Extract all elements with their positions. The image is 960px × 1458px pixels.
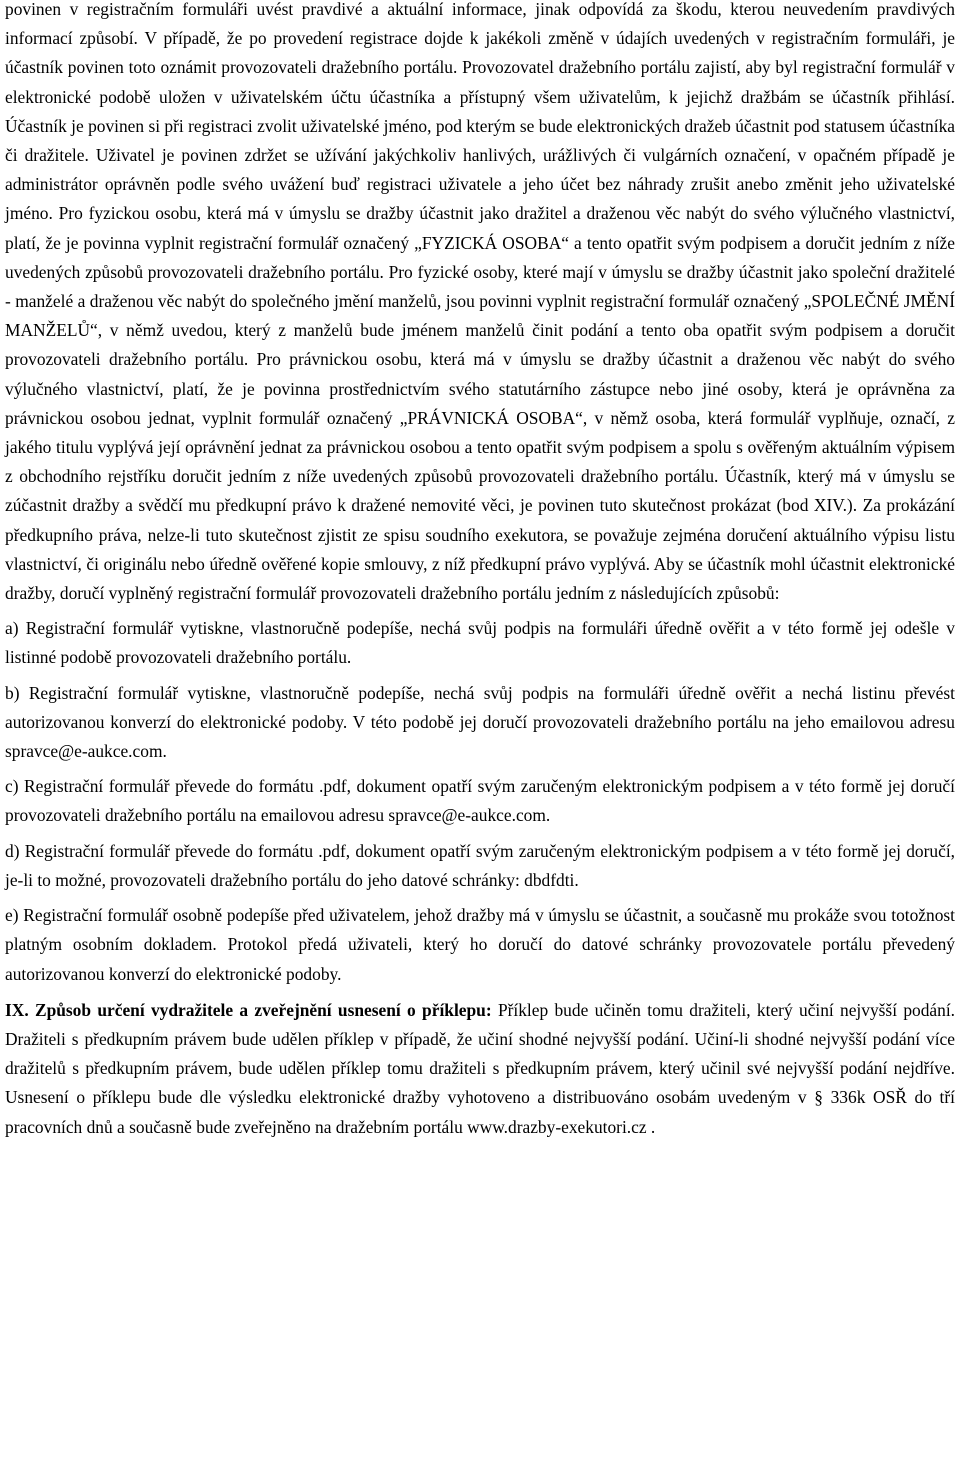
- section-ix-paragraph: [5, 996, 955, 1142]
- option-b: b) Registrační formulář vytiskne, vlastnoručně podepíše, nechá svůj podpis na formuláři úředně ověřit a nechá listinu převést autorizovanou konverzí do elektronické podoby. V této podobě jej doručí provozovateli dražebního portálu na jeho emailovou adresu spravce@e-aukce.com.: [5, 682, 955, 762]
- option-e: e) Registrační formulář osobně podepíše před uživatelem, jehož dražby má v úmyslu se účastnit, a současně mu prokáže svou totožnost platným osobním dokladem. Protokol předá uživateli, který ho doručí do datové schránky provozovatele portálu převedený autorizovanou konverzí do elektronické podoby.: [5, 905, 955, 984]
- registration-paragraph: povinen v registračním formuláři uvést pravdivé a aktuální informace, jinak odpovídá za škodu, kterou neuvedením pravdivých informací způsobí. V případě, že po provedení registrace dojde k jakékoli změně v údajích uvedených v registračním formuláři, je účastník povinen toto oznámit provozovateli dražebního portálu. Provozovatel dražebního portálu zajistí, aby byl registrační formulář v elektronické podobě uložen v uživatelském účtu účastníka a přístupný všem uživatelům, k jejichž dražbám se účastník přihlásí. Účastník je povinen si při registraci zvolit uživatelské jméno, pod kterým se bude elektronických dražeb účastnit pod statusem účastníka či dražitele. Uživatel je povinen zdržet se užívání jakýchkoliv hanlivých, urážlivých či vulgárních označení, v opačném případě je administrátor oprávněn podle svého uvážení buď registraci uživatele a jeho účet bez náhrady zrušit anebo změnit jeho uživatelské jméno. Pro fyzickou osobu, která má v úmyslu se dražby účastnit jako dražitel a draženou věc nabýt do svého výlučného vlastnictví, platí, že je povinna vyplnit registrační formulář označený „FYZICKÁ OSOBA“ a tento opatřit svým podpisem a doručit jedním z níže uvedených způsobů provozovateli dražebního portálu. Pro fyzické osoby, které mají v úmyslu se dražby účastnit jako společní dražitelé - manželé a draženou věc nabýt do společného jmění manželů, jsou povinni vyplnit registrační formulář označený „SPOLEČNÉ JMĚNÍ MANŽELŮ“, v němž uvedou, který z manželů bude jménem manželů činit podání a tento oba opatřit svým podpisem a doručit provozovateli dražebního portálu. Pro právnickou osobu, která má v úmyslu se dražby účastnit a draženou věc nabýt do svého výlučného vlastnictví, platí, že je povinna prostřednictvím svého statutárního zástupce nebo jiné osoby, která je oprávněna za právnickou osobou jednat, vyplnit formulář označený „PRÁVNICKÁ OSOBA“, v němž osoba, která formulář vyplňuje, označí, z jakého titulu vyplývá její oprávnění jednat za právnickou osobou a tento opatřit svým podpisem a spolu s ověřeným aktuálním výpisem z obchodního rejstříku doručit jedním z níže uvedených způsobů provozovateli dražebního portálu. Účastník, který má v úmyslu se zúčastnit dražby a svědčí mu předkupní právo k dražené nemovité věci, je povinen tuto skutečnost prokázat (bod XIV.). Za prokázání předkupního práva, nelze-li tuto skutečnost zjistit ze spisu soudního exekutora, se považuje zejména doručení aktuálního výpisu listu vlastnictví, či originálu nebo úředně ověřené kopie smlouvy, z níž předkupní právo vyplývá. Aby se účastník mohl účastnit elektronické dražby, doručí vyplněný registrační formulář provozovateli dražebního portálu jedním z následujících způsobů:: [5, 0, 955, 604]
- section-ix-text: Příklep bude učiněn tomu dražiteli, který učiní nejvyšší podání. Dražiteli s předkupním právem bude udělen příklep v případě, že učiní shodné nejvyšší podání. Učiní-li shodné nejvyšší podání více dražitelů s předkupním právem, bude udělen příklep tomu dražiteli s předkupním právem, který učinil své nejvyšší podání nejdříve. Usnesení o příklepu bude dle výsledku elektronické dražby vyhotoveno a distribuováno osobám uvedeným v § 336k OSŘ do tří pracovních dnů a současně bude zveřejněno na dražebním portálu www.drazby-exekutori.cz .: [5, 999, 956, 1137]
- section-ix-heading: IX. Způsob určení vydražitele a zveřejnění usnesení o příklepu:: [5, 999, 492, 1020]
- option-a: a) Registrační formulář vytiskne, vlastnoručně podepíše, nechá svůj podpis na formuláři úředně ověřit a v této formě jej odešle v listinné podobě provozovateli dražebního portálu.: [5, 618, 955, 668]
- option-d: d) Registrační formulář převede do formátu .pdf, dokument opatří svým zaručeným elektronickým podpisem a v této formě jej doručí, je-li to možné, provozovateli dražebního portálu do jeho datové schránky: dbdfdti.: [5, 840, 955, 890]
- option-c: c) Registrační formulář převede do formátu .pdf, dokument opatří svým zaručeným elektronickým podpisem a v této formě jej doručí provozovateli dražebního portálu na emailovou adresu spravce@e-aukce.com.: [5, 776, 955, 826]
